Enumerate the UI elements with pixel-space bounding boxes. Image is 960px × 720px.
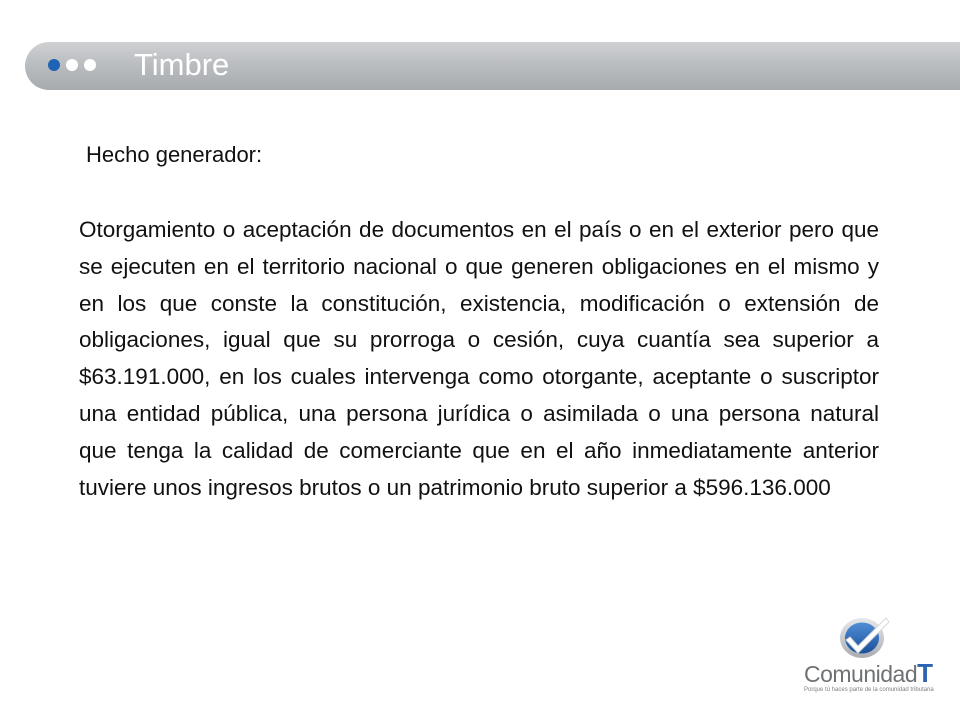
comunidad-t-logo	[796, 612, 946, 702]
logo-name-accent: T	[917, 658, 933, 688]
body-paragraph: Otorgamiento o aceptación de documentos en el país o en el exterior pero que se ejecuten en el territorio nacional o que generen obligaciones en el mismo y en los que conste la constitución, existencia, modificación o extensión de obligaciones, igual que su prorroga o cesión, cuya cuantía sea superior a $63.191.000, en los cuales intervenga como otorgante, aceptante o suscriptor una entidad pública, una persona jurídica o asimilada o una persona natural que tenga la calidad de comerciante que en el año inmediatamente anterior tuviere unos ingresos brutos o un patrimonio bruto superior a $596.136.000	[79, 217, 879, 500]
slide-title: Timbre	[134, 47, 230, 82]
dot-icon	[84, 59, 96, 71]
subheading: Hecho generador:	[86, 142, 263, 167]
logo-wordmark	[804, 658, 933, 689]
dot-icon	[48, 59, 60, 71]
checkmark-icon	[836, 612, 892, 660]
dot-icon	[66, 59, 78, 71]
header-dots	[48, 59, 96, 71]
logo-tagline: Porque tú haces parte de la comunidad tributaria	[804, 687, 934, 693]
logo-name-main: Comunidad	[804, 661, 918, 687]
